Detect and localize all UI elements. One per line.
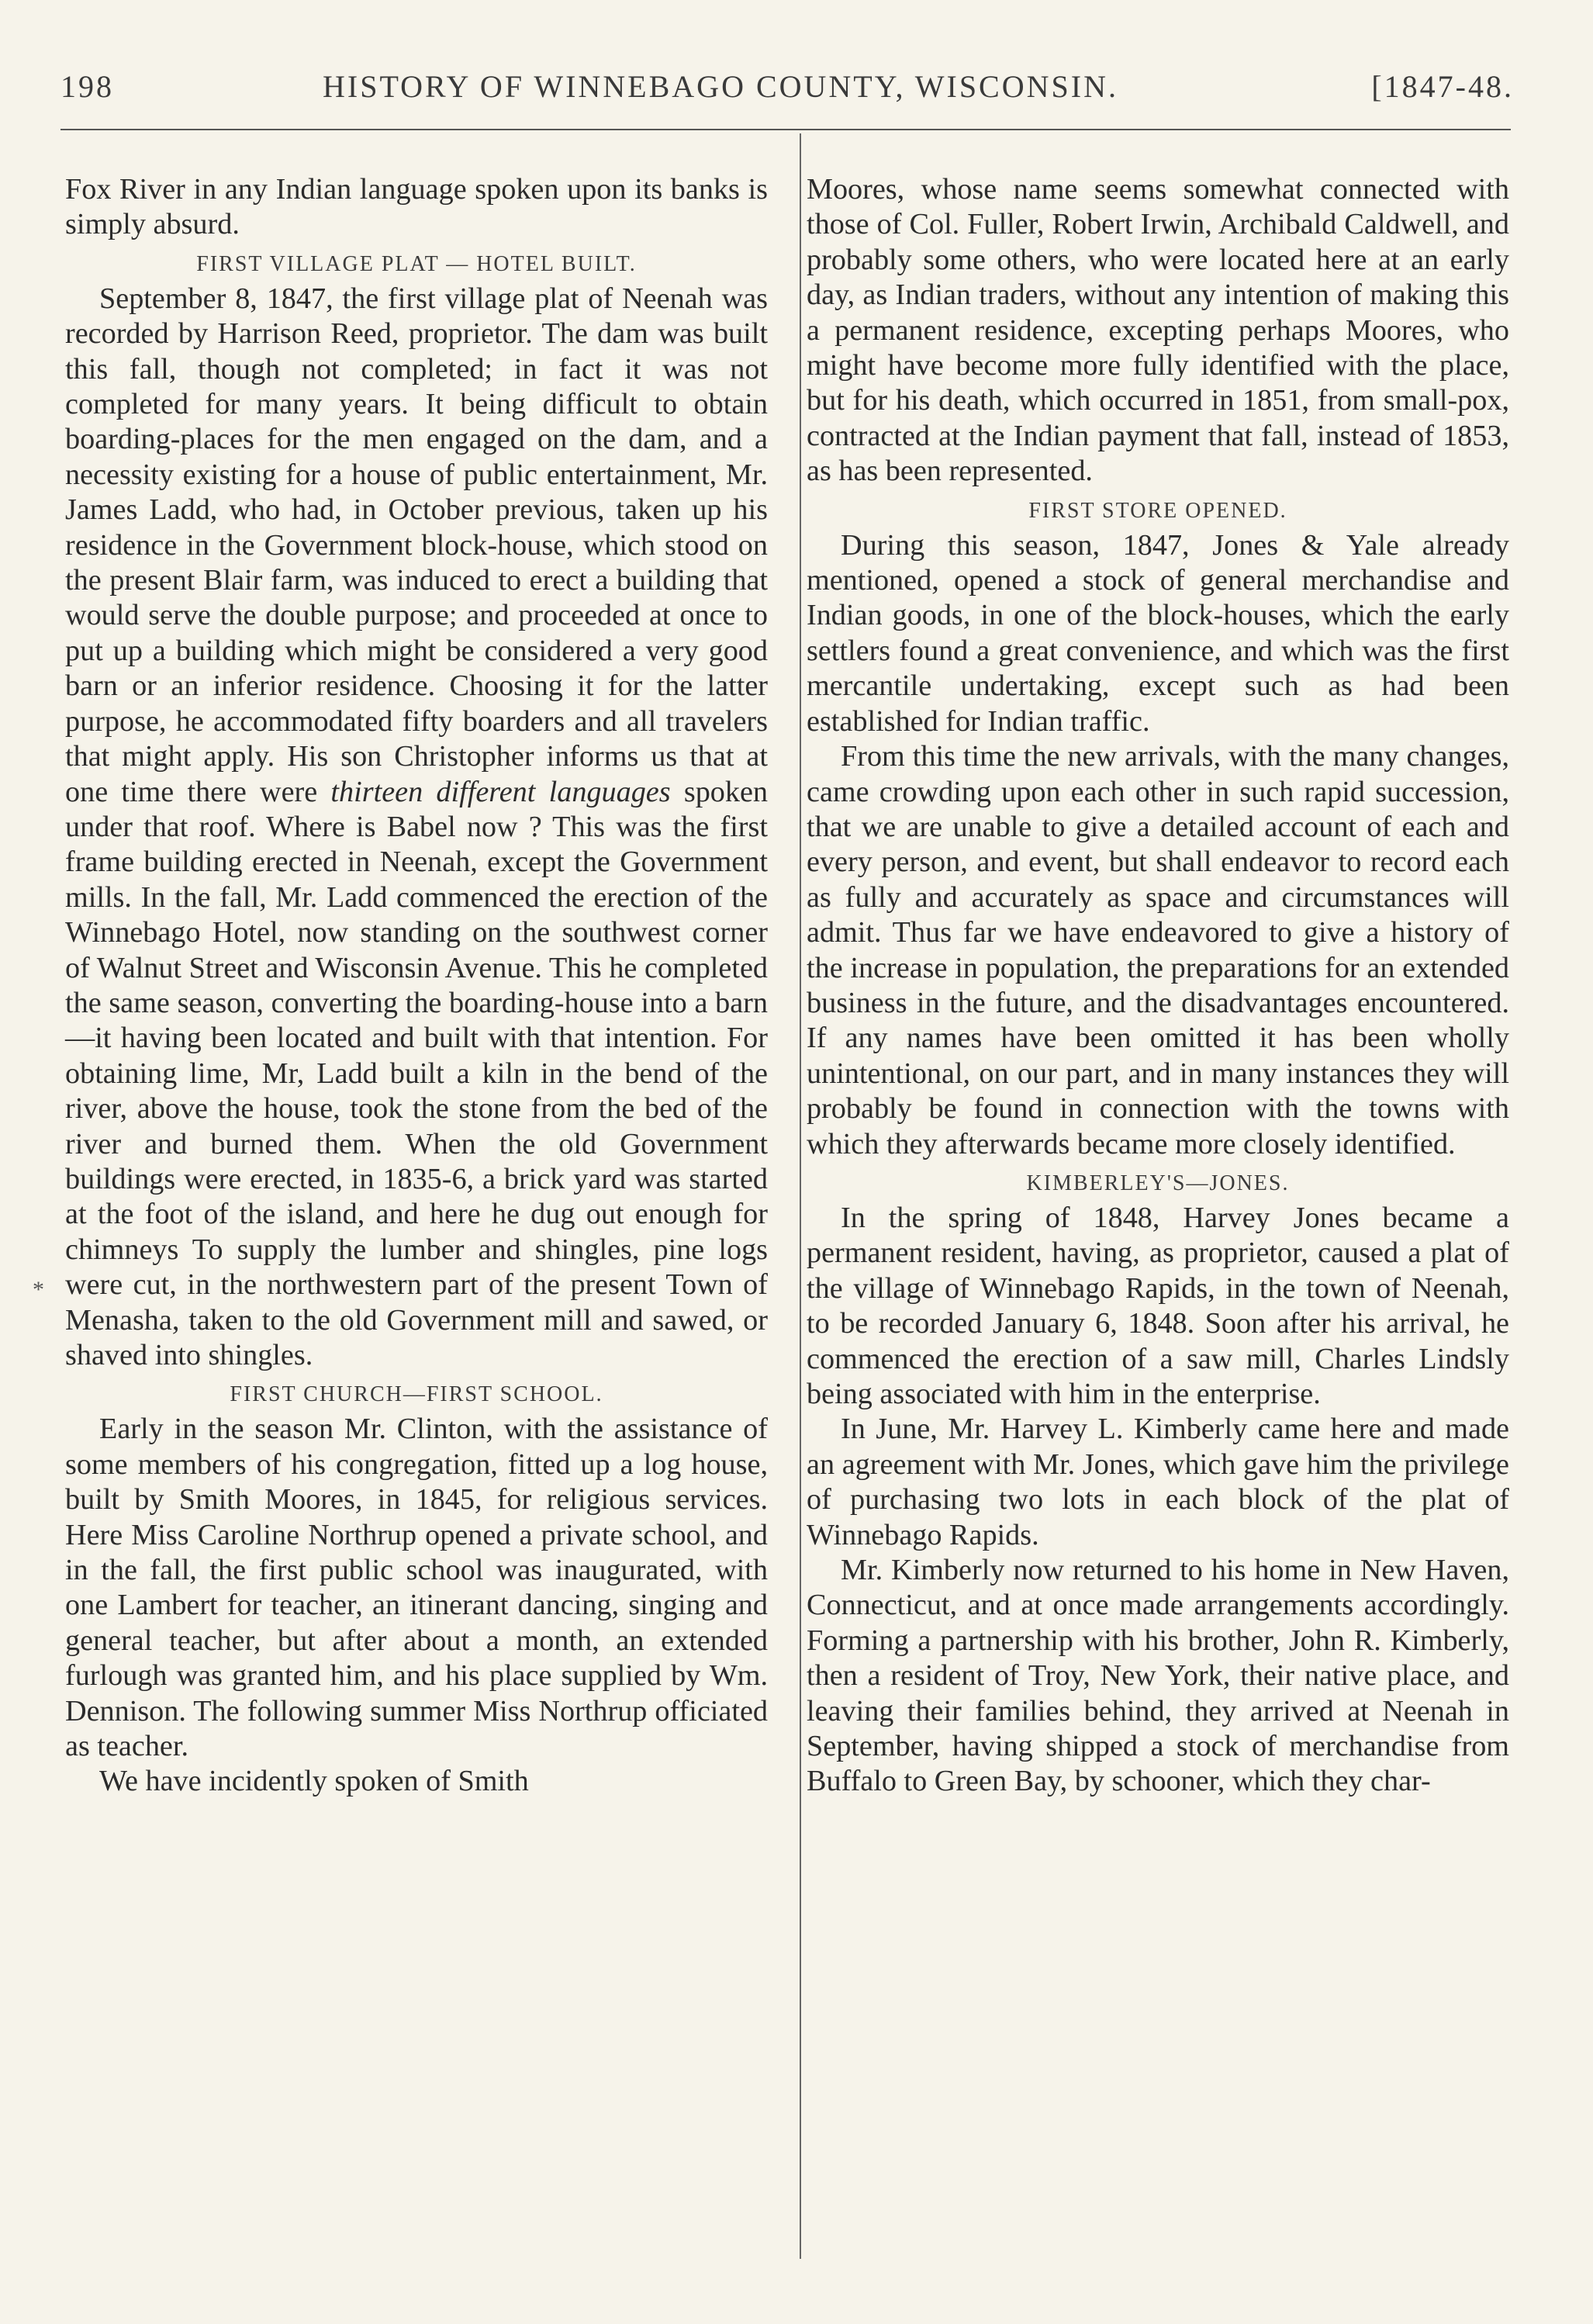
running-title: HISTORY OF WINNEBAGO COUNTY, WISCONSIN. bbox=[323, 69, 1118, 104]
section-heading: FIRST CHURCH—FIRST SCHOOL. bbox=[230, 1382, 603, 1407]
right-column bbox=[807, 172, 1509, 1800]
section-heading: FIRST STORE OPENED. bbox=[1028, 498, 1287, 523]
left-column bbox=[65, 172, 768, 1800]
section-heading: KIMBERLEY'S—JONES. bbox=[1026, 1171, 1290, 1195]
paragraph: Mr. Kimberly now returned to his home in New Haven, Connecticut, and at once made arrangements accordingly. Forming a partnership with his brother, John R. Kimberly, then a resident of Troy, New York, their native place, and leaving their families behind, they arrived at Neenah in September, having shipped a stock of merchandise from Buffalo to Green Bay, by schooner, which they char- bbox=[807, 1554, 1509, 1798]
page-number: 198 bbox=[60, 69, 114, 104]
italic-phrase: thirteen different languages bbox=[330, 775, 671, 808]
paragraph: We have incidently spoken of Smith bbox=[99, 1765, 529, 1798]
paragraph-text: September 8, 1847, the first village plat of Neenah was recorded by Harrison Reed, proprietor. The dam was built this fall, though not completed; in fact it was not completed for many years. It being difficult to obtain boarding-places for the men engaged on the dam, and a necessity existing for a house of public entertainment, Mr. James Ladd, who had, in October previous, taken up his residence in the Government block-house, which stood on the present Blair farm, was induced to erect a building that would serve the double purpose; and proceeded at once to put up a building which might be considered a very good barn or an inferior residence. Choosing it for the latter purpose, he accommodated fifty boarders and all travelers that might apply. His son Christopher informs us that at one time there were bbox=[65, 282, 768, 808]
paragraph bbox=[65, 282, 768, 1374]
paragraph: Early in the season Mr. Clinton, with the assistance of some members of his congregation, fitted up a log house, built by Smith Moores, in 1845, for religious services. Here Miss Caroline Northrup opened a private school, and in the fall, the first public school was inaugurated, with one Lambert for teacher, an itinerant dancing, singing and general teacher, but after about a month, an extended furlough was granted him, and his place supplied by Wm. Dennison. The following summer Miss Northrup officiated as teacher. bbox=[65, 1413, 768, 1763]
paragraph: Fox River in any Indian language spoken upon its banks is simply absurd. bbox=[65, 173, 768, 241]
paragraph: From this time the new arrivals, with the many changes, came crowding upon each other in such rapid succession, that we are unable to give a detailed account of each and every person, and event, but shall endeavor to record each as fully and accurately as space and circumstances will admit. Thus far we have endeavored to give a history of the increase in population, the preparations for an extended business in the future, and the disadvantages encountered. If any names have been omitted it has been wholly unintentional, on our part, and in many instances they will probably be found in connection with the towns with which they afterwards became more closely identified. bbox=[807, 740, 1509, 1160]
paragraph: During this season, 1847, Jones & Yale already mentioned, opened a stock of general merchandise and Indian goods, in one of the block-houses, which the early settlers found a great convenience, and which was the first mercantile undertaking, except such as had been established for Indian traffic. bbox=[807, 528, 1509, 738]
page-header bbox=[60, 68, 1514, 112]
paragraph: Moores, whose name seems somewhat connected with those of Col. Fuller, Robert Irwin, Archibald Caldwell, and probably some others, who were located here at an early day, as Indian traders, without any intention of making this a permanent residence, excepting perhaps Moores, who might have become more fully identified with the place, but for his death, which occurred in 1851, from small-pox, contracted at the Indian payment that fall, instead of 1853, as has been represented. bbox=[807, 173, 1509, 488]
paragraph: In the spring of 1848, Harvey Jones became a permanent resident, having, as proprietor, caused a plat of the village of Winnebago Rapids, in the town of Neenah, to be recorded January 6, 1848. Soon after his arrival, he commenced the erection of a saw mill, Charles Lindsly being associated with him in the enterprise. bbox=[807, 1201, 1509, 1410]
paragraph: In June, Mr. Harvey L. Kimberly came here and made an agreement with Mr. Jones, which gave him the privilege of purchasing two lots in each block of the plat of Winnebago Rapids. bbox=[807, 1413, 1509, 1551]
section-heading: FIRST VILLAGE PLAT — HOTEL BUILT. bbox=[196, 251, 637, 276]
column-divider bbox=[800, 133, 801, 2259]
year-range: [1847-48. bbox=[1371, 69, 1514, 104]
paragraph-text: spoken under that roof. Where is Babel now ? This was the first frame building erected in Neenah, except the Government mills. In the fall, Mr. Ladd commenced the erection of the Winnebago Hotel, now standing on the southwest corner of Walnut Street and Wisconsin Avenue. This he completed the same season, converting the boarding-house into a barn—it having been located and built with that intention. For obtaining lime, Mr, Ladd built a kiln in the bend of the river, above the house, took the stone from the bed of the river and burned them. When the old Government buildings were erected, in 1835-6, a brick yard was started at the foot of the island, and here he dug out enough for chimneys To supply the lumber and shingles, pine logs were cut, in the northwestern part of the present Town of Menasha, taken to the old Government mill and sawed, or shaved into shingles. bbox=[65, 775, 769, 1371]
header-rule bbox=[60, 129, 1511, 130]
margin-mark: * bbox=[33, 1277, 44, 1302]
